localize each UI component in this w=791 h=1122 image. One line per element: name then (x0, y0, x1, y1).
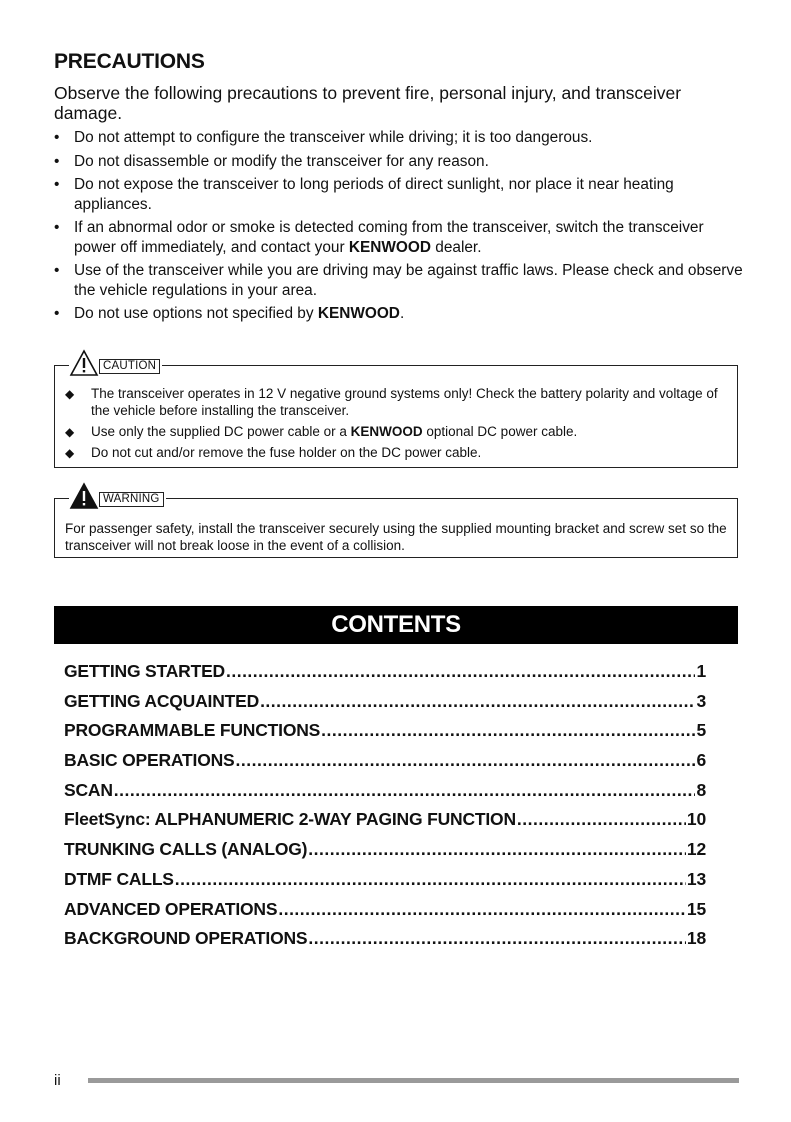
toc-entry-title: ADVANCED OPERATIONS (64, 898, 278, 919)
diamond-bullet-icon: ◆ (65, 445, 75, 460)
bullet-dot-icon: • (54, 305, 60, 322)
contents-title: CONTENTS (331, 611, 461, 638)
toc-entry[interactable] (64, 661, 706, 691)
precautions-title: PRECAUTIONS (54, 50, 205, 73)
dot-leader (236, 750, 696, 771)
toc-entry-title: DTMF CALLS (64, 868, 174, 889)
footer-rule (88, 1078, 739, 1083)
warning-label: WARNING (99, 492, 164, 507)
toc-entry-page: 6 (696, 750, 706, 771)
toc-entry[interactable] (64, 780, 706, 810)
bullet-dot-icon: • (54, 129, 60, 146)
dot-leader (114, 780, 696, 801)
bullet-dot-icon: • (54, 176, 60, 193)
toc-entry-page: 10 (686, 809, 706, 830)
dot-leader (517, 809, 686, 830)
caution-list (65, 386, 729, 466)
dot-leader (175, 869, 686, 890)
precaution-item: • Do not use options not specified by KENWOOD. (54, 305, 405, 322)
toc-entry-title: TRUNKING CALLS (ANALOG) (64, 839, 308, 860)
caution-item: ◆ Use only the supplied DC power cable or a KENWOOD optional DC power cable. (65, 423, 578, 439)
bullet-dot-icon: • (54, 152, 60, 170)
caution-item: ◆ The transceiver operates in 12 V negative ground systems only! Check the battery polarity and voltage of the vehicle before installing the transceiver. (65, 386, 718, 418)
toc-entry-page: 12 (686, 839, 706, 860)
precaution-item: • Do not expose the transceiver to long periods of direct sunlight, nor place it near heating appliances. (54, 176, 674, 213)
page-number: ii (54, 1072, 61, 1089)
toc-entry-page: 3 (696, 690, 706, 711)
warning-box (54, 493, 738, 558)
toc-entry-title: PROGRAMMABLE FUNCTIONS (64, 720, 321, 741)
precautions-intro: Observe the following precautions to prevent fire, personal injury, and transceiver damage. (54, 83, 682, 123)
dot-leader (260, 691, 695, 712)
precaution-item: • If an abnormal odor or smoke is detected coming from the transceiver, switch the transceiver power off immediately, and contact your KENWOOD dealer. (54, 219, 704, 256)
exclamation-triangle-filled-icon (69, 482, 99, 510)
brand-name: KENWOOD (317, 305, 400, 322)
brand-name: KENWOOD (348, 238, 431, 256)
caution-label: CAUTION (99, 359, 160, 374)
exclamation-triangle-outline-icon (69, 349, 99, 377)
bullet-dot-icon: • (54, 262, 60, 279)
toc-entry-page: 15 (686, 898, 706, 919)
diamond-bullet-icon: ◆ (65, 424, 75, 439)
toc-entry-page: 8 (696, 779, 706, 800)
contents-banner (54, 606, 738, 644)
dot-leader (278, 899, 686, 920)
dot-leader (321, 720, 695, 741)
dot-leader (226, 661, 695, 682)
dot-leader (308, 928, 686, 949)
toc-entry-title: GETTING ACQUAINTED (64, 690, 260, 711)
caution-box (54, 360, 738, 468)
caution-item: ◆ Do not cut and/or remove the fuse holder on the DC power cable. (65, 444, 482, 460)
toc-entry[interactable] (64, 809, 706, 839)
toc-entry[interactable] (64, 869, 706, 899)
toc-entry-page: 13 (686, 868, 706, 889)
precautions-list (54, 128, 744, 328)
toc-entry[interactable] (64, 928, 706, 958)
toc-entry[interactable] (64, 720, 706, 750)
precaution-item: • Do not disassemble or modify the transceiver for any reason. (54, 152, 489, 170)
caution-tag (69, 349, 162, 377)
warning-tag (69, 482, 166, 510)
toc-entry[interactable] (64, 750, 706, 780)
toc-entry-page: 1 (696, 661, 706, 681)
brand-name: KENWOOD (350, 423, 423, 439)
precaution-item: • Use of the transceiver while you are driving may be against traffic laws. Please check and observe the vehicle regulations in your area. (54, 262, 743, 299)
diamond-bullet-icon: ◆ (65, 387, 75, 401)
toc-entry[interactable] (64, 839, 706, 869)
bullet-dot-icon: • (54, 219, 60, 236)
warning-text: For passenger safety, install the transceiver securely using the supplied mounting bracket and screw set so the transceiver will not break loose in the event of a collision. (65, 521, 727, 553)
toc-entry[interactable] (64, 691, 706, 721)
toc-entry-page: 18 (686, 928, 706, 949)
table-of-contents (64, 661, 706, 958)
toc-entry-title: BACKGROUND OPERATIONS (64, 928, 308, 949)
toc-entry-title: SCAN (64, 779, 113, 800)
toc-entry-title: BASIC OPERATIONS (64, 750, 235, 771)
toc-entry[interactable] (64, 899, 706, 929)
dot-leader (308, 839, 686, 860)
toc-entry-title: GETTING STARTED (64, 661, 225, 681)
precaution-item: • Do not attempt to configure the transceiver while driving; it is too dangerous. (54, 129, 593, 146)
toc-entry-title: FleetSync: ALPHANUMERIC 2-WAY PAGING FUNCTION (64, 809, 516, 830)
toc-entry-page: 5 (696, 720, 706, 741)
